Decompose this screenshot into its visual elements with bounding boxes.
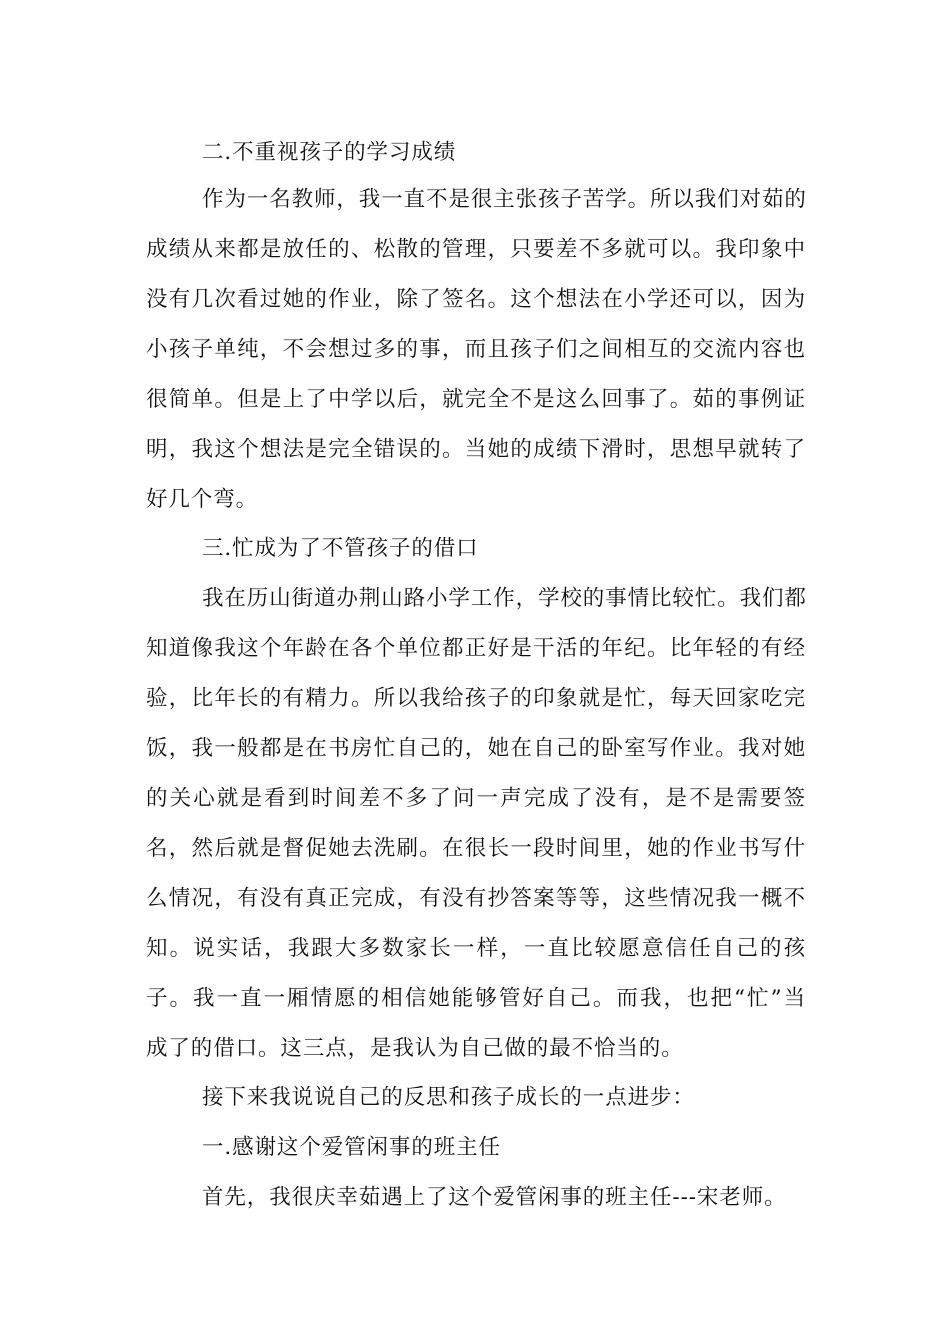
paragraph-line: 没有几次看过她的作业，除了签名。这个想法在小学还可以，因为: [146, 287, 806, 312]
paragraph-line: 首先，我很庆幸茹遇上了这个爱管闲事的班主任---宋老师。: [202, 1185, 787, 1210]
paragraph-line: 么情况，有没有真正完成，有没有抄答案等等，这些情况我一概不: [146, 886, 806, 911]
paragraph-line: 子。我一直一厢情愿的相信她能够管好自己。而我，也把“忙”当: [146, 986, 806, 1011]
paragraph-line: 很简单。但是上了中学以后，就完全不是这么回事了。茹的事例证: [146, 387, 806, 412]
paragraph-line: 知。说实话，我跟大多数家长一样，一直比较愿意信任自己的孩: [146, 936, 806, 961]
paragraph-line: 作为一名教师，我一直不是很主张孩子苦学。所以我们对茹的: [202, 187, 807, 212]
paragraph-line: 接下来我说说自己的反思和孩子成长的一点进步：: [202, 1085, 695, 1110]
paragraph-line: 的关心就是看到时间差不多了问一声完成了没有，是不是需要签: [146, 786, 806, 811]
paragraph-line: 明，我这个想法是完全错误的。当她的成绩下滑时，思想早就转了: [146, 437, 806, 462]
paragraph-line: 验，比年长的有精力。所以我给孩子的印象就是忙，每天回家吃完: [146, 686, 806, 711]
paragraph-line: 饭，我一般都是在书房忙自己的，她在自己的卧室写作业。我对她: [146, 736, 806, 761]
paragraph-line: 名，然后就是督促她去洗刷。在很长一段时间里，她的作业书写什: [146, 836, 806, 861]
paragraph-line: 成绩从来都是放任的、松散的管理，只要差不多就可以。我印象中: [146, 237, 806, 262]
paragraph-line: 好几个弯。: [146, 487, 259, 512]
paragraph-line: 我在历山街道办荆山路小学工作，学校的事情比较忙。我们都: [202, 586, 807, 611]
section-heading-2: 二.不重视孩子的学习成绩: [202, 140, 457, 165]
paragraph-line: 成了的借口。这三点，是我认为自己做的最不恰当的。: [146, 1036, 684, 1061]
paragraph-line: 小孩子单纯，不会想过多的事，而且孩子们之间相互的交流内容也: [146, 337, 806, 362]
section-heading-1: 一.感谢这个爱管闲事的班主任: [202, 1135, 501, 1160]
paragraph-line: 知道像我这个年龄在各个单位都正好是干活的年纪。比年轻的有经: [146, 636, 806, 661]
section-heading-3: 三.忙成为了不管孩子的借口: [202, 536, 479, 561]
